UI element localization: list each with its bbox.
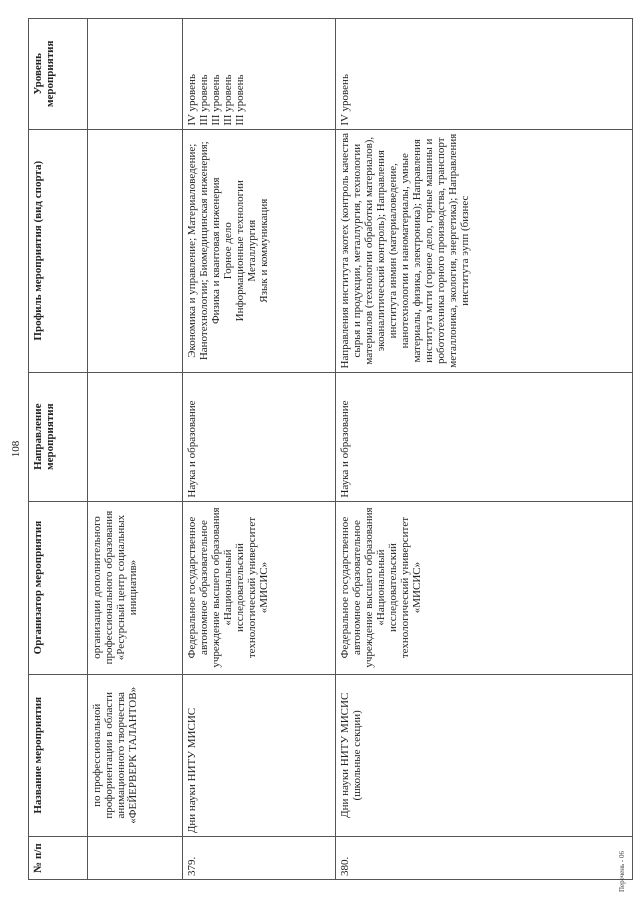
row-level — [336, 19, 633, 130]
row-event-name: по профессиональной профориентации в области анимационного творчества «ФЕЙЕРВЕРК ТАЛАНТОВ» — [88, 674, 183, 837]
row-level — [88, 19, 183, 130]
row-event-name: Дни науки НИТУ МИСИС (школьные секции) — [336, 674, 633, 837]
level-item: IV уровень — [186, 74, 198, 126]
table-row — [336, 19, 633, 880]
row-profile — [336, 129, 633, 372]
profile-item: Направления института экотех (контроль качества сырья и продукции, металлургия, технологии материалов (технологии обработки материалов), экоаналитический контроль); Направления института инмин (материаловедение, нанотехнологии и наноматериалы, умные материалы, физика, электроника); Направления института мгти (горное дело, горные машины и робототехника горного производства, транспорт металлоника, экология, энергетика); Направления института эупп (бизнес — [339, 132, 471, 369]
header-profile: Профиль мероприятия (вид спорта) — [29, 129, 88, 372]
level-item: III уровень — [210, 74, 222, 126]
row-event-name: Дни науки НИТУ МИСИС — [183, 674, 336, 837]
table-row — [88, 19, 183, 880]
row-organizer: Федеральное государственное автономное образовательное учреждение высшего образования «Национальный исследовательский технологический университет «МИСИС» — [183, 501, 336, 674]
header-level: Уровень мероприятия — [29, 19, 88, 130]
footer-code: Перечень - 06 — [618, 851, 626, 892]
header-organizer: Организатор мероприятия — [29, 501, 88, 674]
header-name: Название мероприятия — [29, 674, 88, 837]
row-organizer: организации дополнительного профессионального образования «Ресурсный центр социальных инициатив» — [88, 501, 183, 674]
table-row — [183, 19, 336, 880]
row-direction: Наука и образование — [336, 372, 633, 501]
row-num — [88, 837, 183, 880]
profile-item: Металлургия — [246, 219, 258, 282]
profile-item: Информационные технологии — [234, 180, 246, 322]
level-item: III уровень — [234, 74, 246, 126]
level-item: III уровень — [198, 74, 210, 126]
row-direction — [88, 372, 183, 501]
row-num: 380. — [336, 837, 633, 880]
row-organizer: Федеральное государственное автономное образовательное учреждение высшего образования «Национальный исследовательский технологический университет «МИСИС» — [336, 501, 633, 674]
row-direction: Наука и образование — [183, 372, 336, 501]
profile-item: Язык и коммуникация — [258, 198, 270, 303]
profile-item: Экономика и управление; Материаловедение; Нанотехнологии; Биомедицинская инженерия; Физика и квантовая инженерия — [186, 141, 222, 361]
level-item: IV уровень — [339, 74, 351, 126]
level-item: III уровень — [222, 74, 234, 126]
row-profile — [183, 129, 336, 372]
row-profile — [88, 129, 183, 372]
page-number: 108 — [10, 440, 22, 458]
profile-item: Горное дело — [222, 222, 234, 280]
row-num: 379. — [183, 837, 336, 880]
row-level — [183, 19, 336, 130]
events-table — [28, 18, 633, 880]
header-direction: Направление мероприятия — [29, 372, 88, 501]
header-num: № п/п — [29, 837, 88, 880]
table-header-row — [29, 19, 88, 880]
